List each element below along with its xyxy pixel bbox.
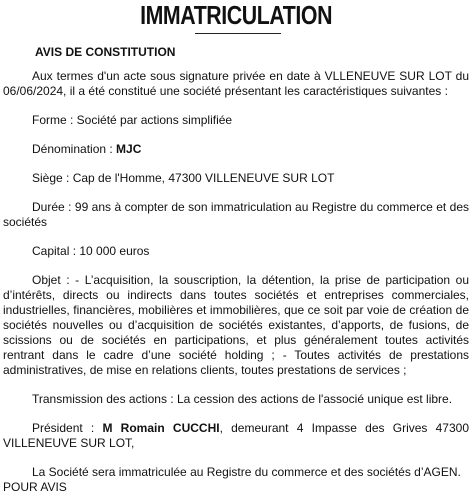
president-label: Président : — [32, 421, 103, 435]
notice-heading: AVIS DE CONSTITUTION — [35, 45, 176, 59]
masthead — [3, 0, 469, 34]
siege-paragraph: Siège : Cap de l'Homme, 47300 VILLENEUVE SUR LOT — [32, 171, 335, 185]
president-address: , demeurant 4 Impasse des Grives 47300 VILLENEUVE SUR LOT, — [3, 421, 469, 450]
objet-paragraph: Objet : - L’acquisition, la souscription, la détention, la prise de participation ou d’intérêts, directs ou indirects dans toutes sociétés et entreprises commerciales, industrielles, financières, mobilières et immobilières, que ce soit par voie de création de sociétés nouvelles ou d’acquisition de sociétés existantes, d’apports, de fusions, de scissions ou de sociétés en participations, et plus généralement toutes activités rentrant dans le cadre d’une société holding ; - Toutes activités de prestations administratives, de mise en relations clients, toutes prestations de services ; — [3, 273, 469, 377]
capital-paragraph: Capital : 10 000 euros — [32, 244, 150, 258]
masthead-title: IMMATRICULATION — [139, 0, 333, 30]
transmission-paragraph: Transmission des actions : La cession des actions de l'associé unique est libre. — [32, 392, 453, 406]
immatriculation-paragraph: La Société sera immatriculée au Registre du commerce et des sociétés d’AGEN. — [32, 465, 461, 479]
president-name: M Romain CUCCHI — [102, 421, 220, 435]
forme-paragraph: Forme : Société par actions simplifiée — [32, 113, 233, 127]
denomination-label: Dénomination : — [32, 142, 117, 156]
closing-line: POUR AVIS — [3, 480, 67, 494]
intro-paragraph: Aux termes d'un acte sous signature privée en date à VLLENEUVE SUR LOT du 06/06/2024, il a été constitué une société présentant les caractéristiques suivantes : — [3, 69, 469, 98]
denomination-paragraph — [3, 142, 469, 157]
duree-paragraph: Durée : 99 ans à compter de son immatriculation au Registre du commerce et des sociétés — [3, 200, 469, 229]
title-underline — [195, 33, 281, 34]
denomination-value: MJC — [116, 142, 142, 156]
president-paragraph — [3, 421, 469, 451]
